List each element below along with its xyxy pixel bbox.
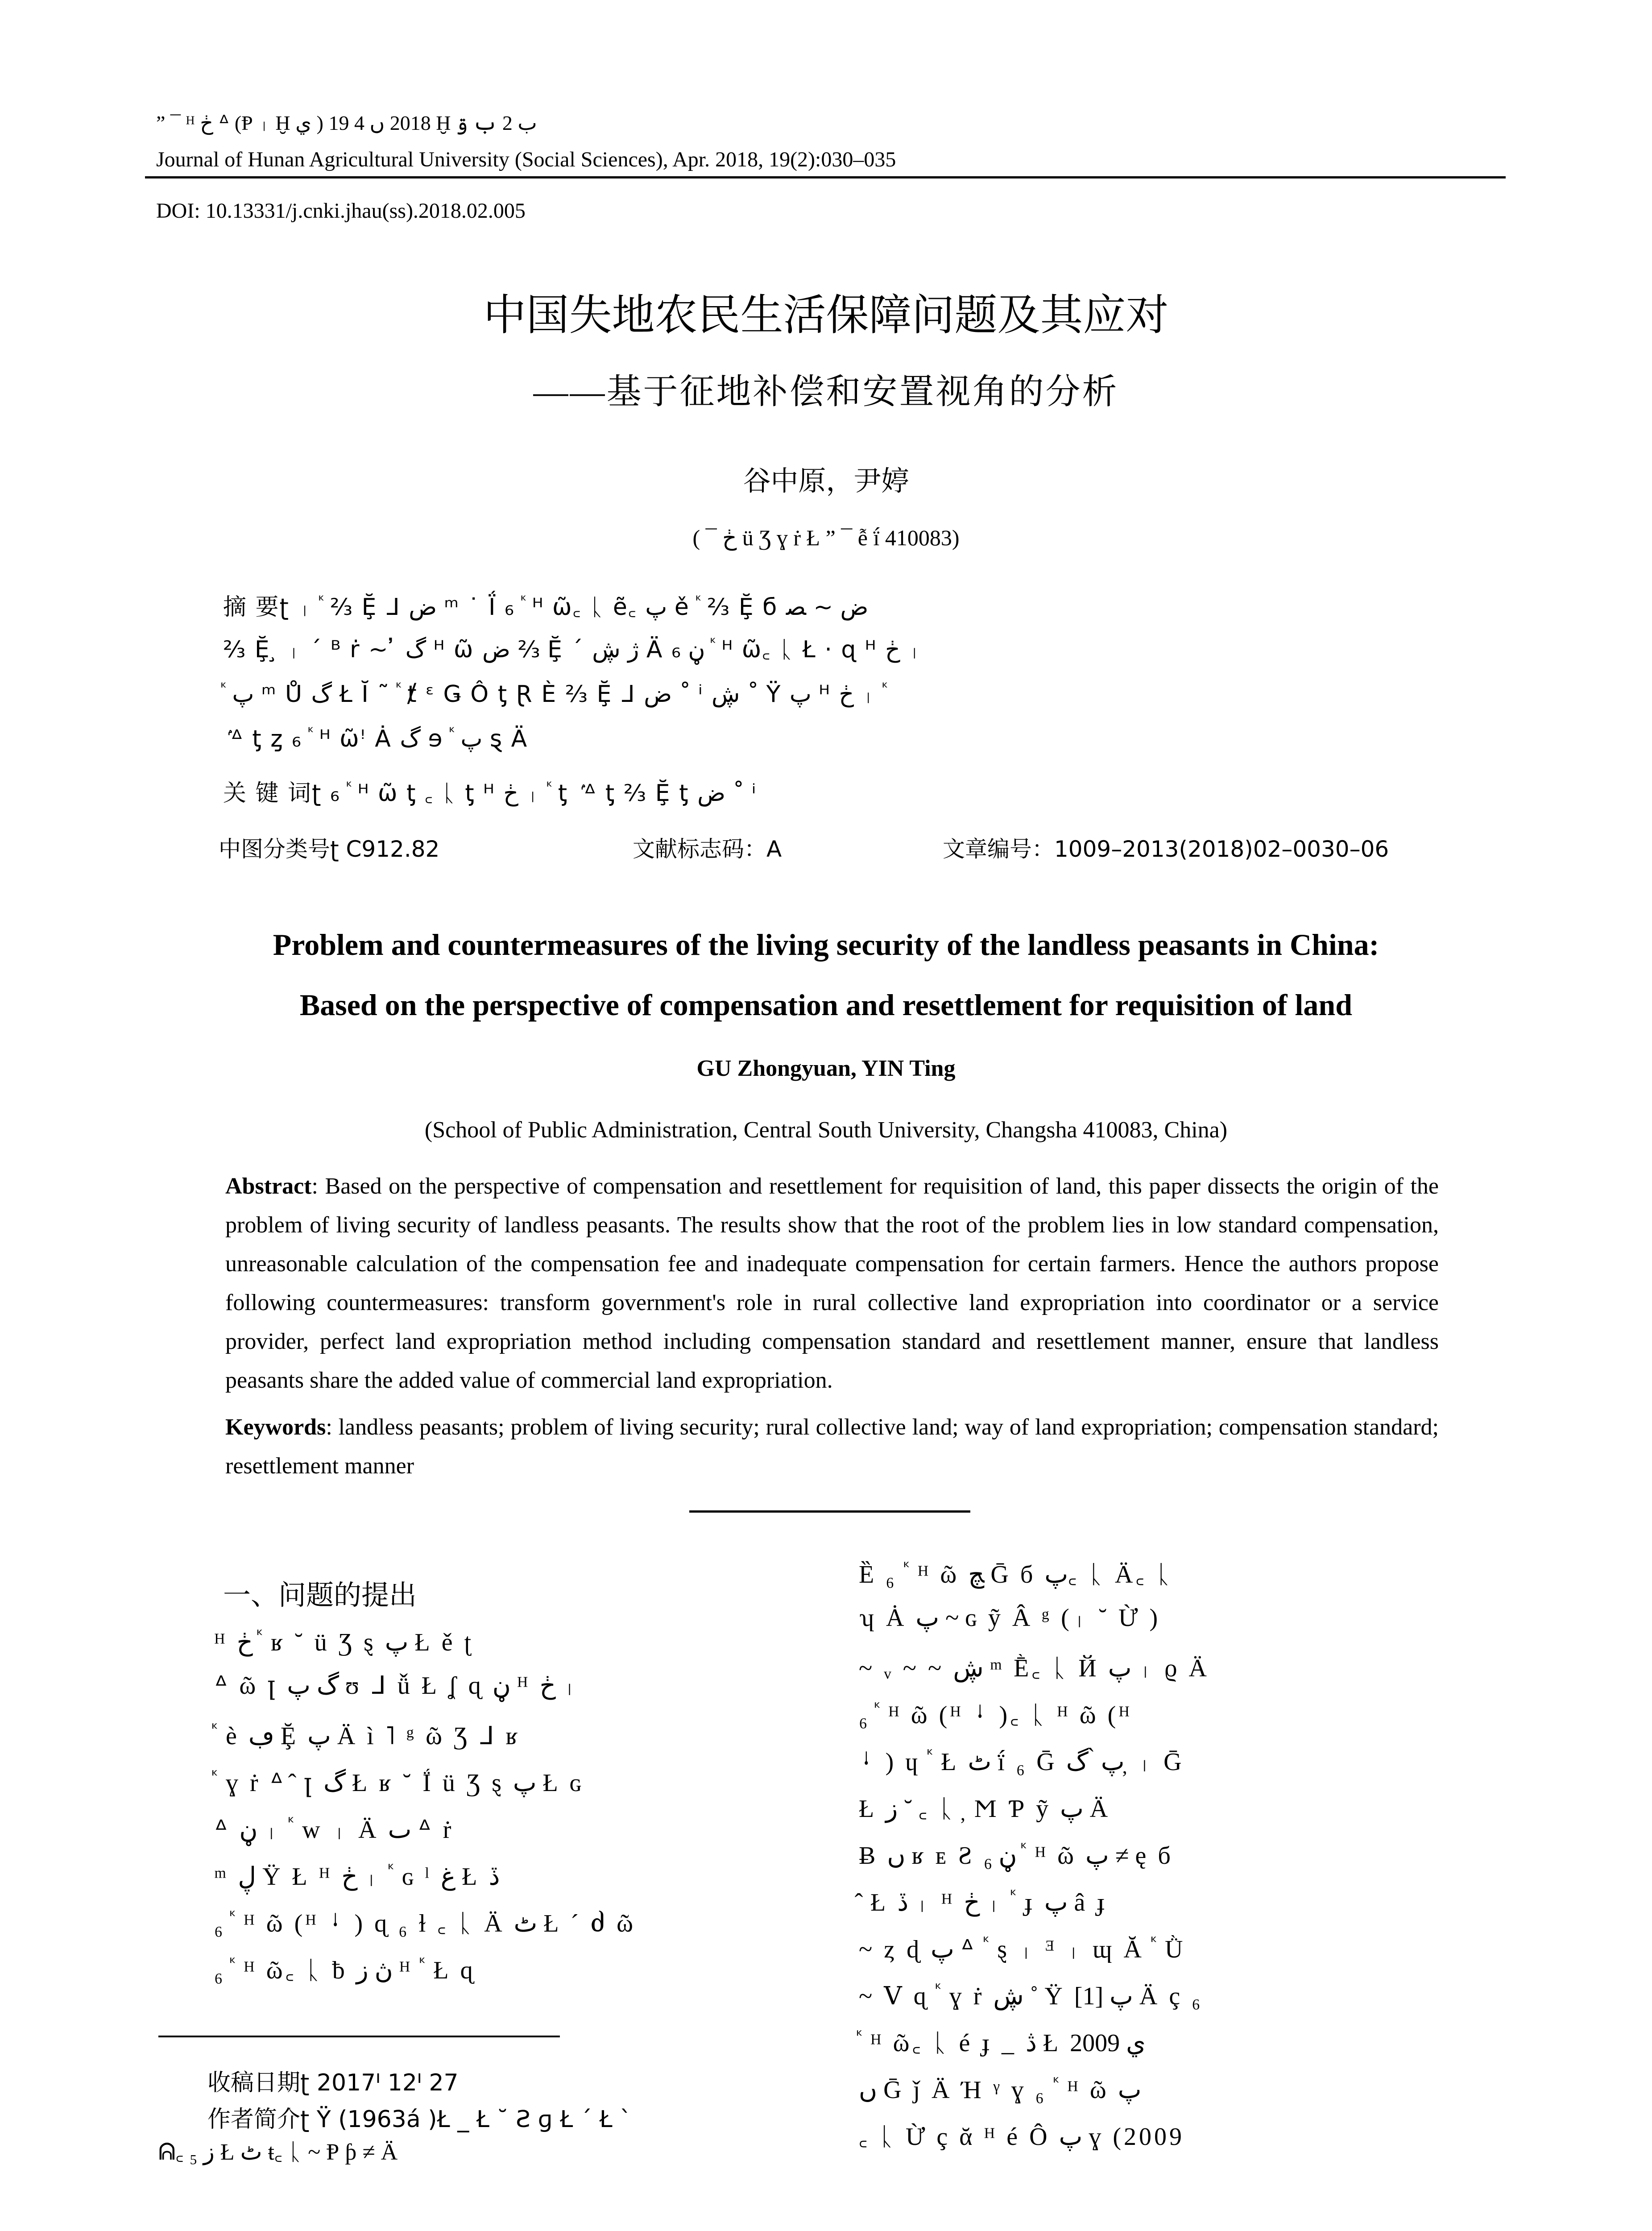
footnote-author-intro: 作者简介ʈ Ÿ (1963á )Ł _ Ł ˘ Ƨ ɡ Ł ˊ Ł ˋ — [207, 2106, 632, 2133]
abstract-text: : Based on the perspective of compensation and resettlement for requisition of land, this paper dissects the origin of the problem of living security of landless peasants. The results show that the root of the problem lies in low standard compensation, unreasonable calculation of the compensation fee and inadequate compensation for certain farmers. Hence the authors propose following countermeasures: transform government's role in rural collective land expropriation into coordinator or a service provider, perfect land expropriation method including compensation standard and resettlement manner, ensure that landless peasants share the added value of commercial land expropriation. — [225, 1174, 1439, 1393]
journal-header-en: Journal of Hunan Agricultural University (Social Sciences), Apr. 2018, 19(2):030–035 — [156, 148, 896, 171]
journal-header-cn: ” ¯ ᴴ ڂ ᐞ (Ᵽ ᛧ Ḫ ي ) 2018 ں 4 19 Ḫ ب 2 ب ۊ — [156, 112, 537, 134]
left-column-line: ᵐ ڸ Ÿ Ł ᴴ ڂ ᛧ ⷦ ɢ ˡ غ Ł ڏ — [214, 1863, 500, 1891]
footnote-line: ᕱ꜀ ز ₅ Ł ٹ ŧ꜀ ᚳ ~ Ᵽ ƥ ≠ Ä — [158, 2140, 398, 2165]
doi: DOI: 10.13331/j.cnki.jhau(ss).2018.02.005 — [156, 199, 526, 223]
separator-rule — [689, 1510, 970, 1513]
left-column-line: ₆ ⷦ ᴴ ῶ꜀ ᚳ ƀ ڽ ز ᴴ ⷦ Ł ɋ — [214, 1957, 476, 1984]
cn-keywords: 关 键 词ʈ ₆ ⷦ ᴴ ῶ ƫ ꜀ ᚳ ƫ ᴴ ڂ ᛧ ⷦ ƫ ۢ ᐞ ƫ ⅔ Ḝ ƫ ض ˚ ⁱ — [223, 780, 757, 807]
left-column-line: ⷦ ɣ ṙ ᐞ ̂ ꞁ گ Ł ʁ ˘ Ḯ ü Ʒ ȿ پ Ł ɢ — [214, 1769, 584, 1797]
header-rule — [145, 176, 1506, 178]
right-column-line: ⷦ ᴴ ῶ꜀ ᚳ é ɟ _ ڎ Ł ي 2009 — [859, 2029, 1146, 2057]
cn-authors: 谷中原，尹婷 — [743, 464, 909, 497]
en-title-line: Problem and countermeasures of the living security of the landless peasants in China: — [273, 928, 1379, 962]
left-column-line: ᐞ ῶ ꞁ گ پ ʊ ᒧ ǚ Ł ʆ ɋ ڼ ᴴ ڂ ᛧ — [214, 1672, 580, 1700]
left-column-line: ᐞ ڼ ᛧ ⷦ ᴡ ᛧ Ä ٮ ᐞ ṙ — [214, 1816, 454, 1844]
right-column-line: ̂ Ł ڏ ᛧ ᴴ ڂ ᛧ ⷦ ɟ پ â ɟ — [859, 1889, 1108, 1916]
right-column-line: ~ ᵥ ~ ~ ڜ ᵐ Ḕ꜀ ᚳ Й پ ᛧ ϱ Ä — [859, 1655, 1209, 1682]
cn-abstract-line: ۢ ᐞ ƫ ȥ ₆ ⷦ ᴴ ῶꜝ Ȧ گ ɘ ⷦ پ ȿ Ä — [223, 726, 528, 752]
right-column-line: ~ ȥ ɖ پ ᐞ ⷦ ȿ ᛧ ᴲ ᛧ ɰ Ă ⷦ Ǜ — [859, 1936, 1186, 1963]
cn-subtitle: ——基于征地补偿和安置视角的分析 — [533, 372, 1119, 411]
document-code: 文献标志码：A — [633, 836, 782, 862]
abstract-label: Abstract — [225, 1174, 312, 1199]
right-column-line: ں Ḡ ǰ Ä Ή ᵞ ɣ ₆ ⷦ ᴴ ῶ پ — [859, 2076, 1142, 2104]
right-column-line: ʮ Ȧ پ ~ ɢ ỹ Â ᵍ (ᛧ ˘ Ừ ) — [859, 1604, 1161, 1632]
classification-code: 中图分类号ʈ C912.82 — [219, 836, 440, 862]
right-column-line: Ȅ ₆ ⷦ ᴴ ῶ ﭻ Ḡ б پ꜀ ᚳ Ä꜀ ᚳ — [859, 1561, 1174, 1588]
right-column-line: ₆ ⷦ ᴴ ῶ (ᴴ ᛍ )꜀ ᚳ ᴴ ῶ (ᴴ — [859, 1701, 1132, 1729]
en-affiliation: (School of Public Administration, Central South University, Changsha 410083, China) — [424, 1117, 1228, 1143]
footnote-rule — [158, 2036, 560, 2037]
right-column-line: Ł ز ˘ ꜀ ᚳ ̦ Ϻ Ƥ ỹ پ Ä — [859, 1795, 1111, 1823]
en-title-line: Based on the perspective of compensation and resettlement for requisition of land — [299, 988, 1353, 1022]
cn-abstract-line: ⅔ Ḝ ̧ ᛧ ˊ ᴮ ṙ ~ ̓ گ ᴴ ῶ ض ⅔ Ḝ ˊ ژ ڜ Ä ڼ ₆ ⷦ ᴴ ῶ꜀ ᚳ Ł · ɋ ᴴ ڂ ᛧ — [223, 636, 923, 663]
left-column-line: ₆ ⷦ ᴴ ῶ (ᴴ ᛍ ) ɋ ₆ ɫ ꜀ ᚳ Ä ٹ Ł ˊ ძ ῶ — [214, 1910, 636, 1937]
cn-abstract-line: ⷦ پ ᵐ Ů گ Ł Ĭ ˜ ⷦ ⱦ ᵋ Ǥ Ô ƫ Ɽ È ⅔ Ḝ ᒧ ض ˚ ⁱ ڜ ˚ Ÿ پ ᴴ ڂ ᛧ ⷦ — [223, 681, 886, 708]
left-column-line: ᴴ ڂ ⷦ ʁ ˘ ü Ʒ ȿ پ Ł ě ʈ — [214, 1629, 474, 1656]
right-column-line: ꜀ ᚳ Ừ ç ᾰ ᴴ é Ô پ ɣ (2009 — [859, 2123, 1184, 2151]
section-heading: 一、问题的提出 — [223, 1579, 417, 1611]
keywords-label: Keywords — [225, 1414, 326, 1440]
footnote-received: 收稿日期ʈ 2017ᑊ 12ᑊ 27 — [207, 2069, 459, 2096]
right-column-line: ~ Ⅴ ɋ ⷦ ɣ ṙ ڜ ˚ Ÿ پ [1] Ä ç ₆ — [859, 1982, 1203, 2010]
en-abstract — [225, 1167, 1439, 1400]
right-column-line: ᛍ ) ɥ ⷦ Ł ٹ ḯ ₆ Ḡ پ ̀ گ ̦ ᛧ Ḡ — [859, 1748, 1184, 1776]
cn-title: 中国失地农民生活保障问题及其应对 — [483, 290, 1169, 340]
cn-affiliation: ( ¯ ڂ ü Ʒ ɣ ṙ Ł ” ¯ ễ ḯ 410083) — [692, 525, 960, 550]
right-column-line: Ƀ ں ʁ ᴇ Ƨ ڼ ₆ ⷦ ᴴ ῶ پ ≠ ę б — [859, 1842, 1173, 1870]
keywords-text: : landless peasants; problem of living security; rural collective land; way of land expropriation; compensation standard; resettlement manner — [225, 1414, 1439, 1479]
left-column-line: ⷦ è ڢ Ḝ پ Ä ì ˥ ᵍ ῶ Ʒ ᒧ ʁ — [214, 1722, 521, 1750]
cn-abstract-line: 摘 要ʈ ᛧ ⷦ ⅔ Ḝ ᒧ ض ᵐ ˙ Ḯ ₆ ⷦ ᴴ ῶ꜀ ᚳ ẽ꜀ پ ě ⷦ ⅔ Ḝ б ض ~ ﺼ — [223, 594, 869, 621]
en-authors: GU Zhongyuan, YIN Ting — [696, 1056, 956, 1081]
article-number: 文章编号：1009–2013(2018)02–0030–06 — [943, 836, 1389, 862]
en-keywords — [225, 1408, 1439, 1485]
